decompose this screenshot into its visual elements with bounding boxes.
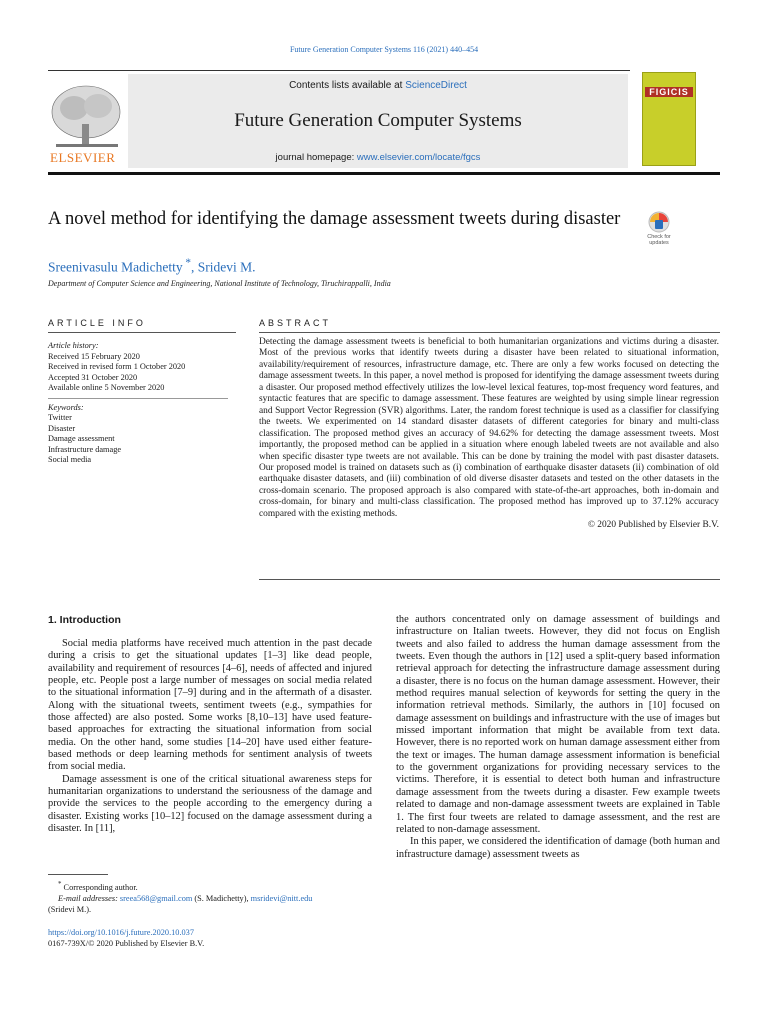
paragraph: Social media platforms have received much attention in the past decade during a crisis to get the situational updates [1–3] like dead people, availability and requirement of resources [4–6], needs of affected and injured people, etc. People post a large number of messages on social media related to the situational information [7–9] during and in the aftermath of a disaster. Along with the situational tweets, sentiment tweets (e.g., sympathies for those affected) are also posted. Some works [8,10–13] have used feature-based approaches for extracting the situational information from social media. On the other hand, some studies [14–20] have used either feature-based methods or deep learning methods for sentiment analysis of tweets from social media. <box>48 638 372 773</box>
journal-masthead <box>48 70 720 174</box>
paragraph: Damage assessment is one of the critical situational awareness steps for humanitarian organizations to understand the seriousness of the damage and provide the services to the people according to the emergency during a disaster. Existing works [10–12] focused on the damage assessment during a disaster. In [11], <box>48 773 372 835</box>
history-item: Received 15 February 2020 <box>48 351 140 361</box>
history-item: Accepted 31 October 2020 <box>48 372 138 382</box>
homepage-line: journal homepage: www.elsevier.com/locate/fgcs <box>275 152 481 163</box>
keyword-item: Infrastructure damage <box>48 444 122 454</box>
abstract-bottom-rule <box>259 579 720 580</box>
keyword-item: Social media <box>48 455 92 464</box>
sciencedirect-link[interactable]: ScienceDirect <box>405 80 467 91</box>
paragraph: the authors concentrated only on damage assessment of buildings and infrastructure on Italian tweets. However, they did not focus on English tweets and also failed to address the human damage assessment from the tweets. Even though the authors in [12] used a split-query based information retrieval approach for detecting the infrastructure damage assessment during a disaster, there is no focus on the human damage assessment. However, their method requires manual selection of keywords for setting the query in the information retrieval methods. Similarly, the authors in [10] focused on damage assessment on buildings and infrastructure with the use of images but missed important information that might be available from text data. However, there is no reported work on human damage assessment either from the text or images. The human damage assessment information is beneficial to the government organizations for providing necessary services to the victims. Therefore, it is essential to detect both human and infrastructure damage assessment from the tweets during a disaster. Few example tweets related to damage and non-damage assessment tweets are explained in Table 1. The first four tweets are related to damage assessment, and the rest are related to non-damage assessment. <box>396 614 720 835</box>
author-list[interactable]: Sreenivasulu Madichetty *, Sridevi M. <box>48 257 256 275</box>
abstract-heading: ABSTRACT <box>259 318 332 328</box>
journal-cover-thumbnail[interactable] <box>642 72 696 166</box>
issn-line: 0167-739X/© 2020 Published by Elsevier B.V. <box>48 939 205 948</box>
email-link[interactable]: sreea568@gmail.com <box>119 893 193 903</box>
article-info-heading: ARTICLE INFO <box>48 318 146 328</box>
masthead-bottom-rule <box>48 172 720 175</box>
check-for-updates-button[interactable] <box>641 210 677 250</box>
section-heading-introduction: 1. Introduction <box>48 614 121 626</box>
doi-link[interactable]: https://doi.org/10.1016/j.future.2020.10.037 <box>48 928 194 937</box>
journal-citation[interactable]: Future Generation Computer Systems 116 (2021) 440–454 <box>289 45 479 54</box>
cover-title: FIGICIS <box>645 87 693 97</box>
affiliation: Department of Computer Science and Engineering, National Institute of Technology, Tiruchirappalli, India <box>48 279 391 288</box>
page-footer <box>48 927 204 949</box>
footnote: * Corresponding author. E-mail addresses: sreea568@gmail.com (S. Madichetty), msridevi@nitt.edu (Sridevi M.). <box>48 879 378 915</box>
corresponding-note: Corresponding author. <box>63 882 138 892</box>
email-link[interactable]: msridevi@nitt.edu <box>250 893 313 903</box>
history-item: Available online 5 November 2020 <box>48 383 165 392</box>
crossmark-label: Check for updates <box>647 234 671 246</box>
keywords-label: Keywords: <box>48 402 84 412</box>
publisher-logo-text: ELSEVIER <box>50 150 116 165</box>
keyword-item: Disaster <box>48 423 76 433</box>
abstract-rule <box>259 332 720 333</box>
article-info-rule <box>48 332 236 333</box>
contents-line: Contents lists available at ScienceDirect <box>289 80 467 91</box>
homepage-link[interactable]: www.elsevier.com/locate/fgcs <box>356 152 481 163</box>
crossmark-icon <box>641 210 677 234</box>
history-item: Received in revised form 1 October 2020 <box>48 362 186 371</box>
info-divider <box>48 398 228 400</box>
article-info <box>48 341 228 466</box>
article-title: A novel method for identifying the damage assessment tweets during disaster <box>48 209 621 229</box>
abstract-body <box>259 337 719 532</box>
keyword-item: Twitter <box>48 413 72 422</box>
abstract-copyright: © 2020 Published by Elsevier B.V. <box>587 520 719 531</box>
journal-name: Future Generation Computer Systems <box>234 110 522 131</box>
masthead-box <box>128 74 628 168</box>
masthead-top-rule <box>48 70 630 71</box>
history-label: Article history: <box>48 341 99 350</box>
abstract-text: Detecting the damage assessment tweets is beneficial to both humanitarian organizations and victims during a disaster. Most of the previous works that identify tweets during a disaster have been related to situational information, availability/requirement of resources, infrastructure damage, etc. There are only a few works focused on detecting the damage assessment tweets. In this paper, a novel method is proposed for identifying the damage assessment tweets during a disaster. Our proposed method effectively utilizes the low-level lexical features, top-most frequency word features, and syntactic features that are specific to damage assessment. These features are weighted by using simple linear regression and Support Vector Regression (SVR) algorithms. Later, the random forest technique is used as a classifier for classifying the tweets. We experimented on 14 standard disaster datasets of different categories for binary and multi-class classification. The proposed method gives an accuracy of 94.62% for detecting the damage assessment tweets. Most importantly, the proposed method can be applied in a situation where enough labeled tweets are not available and also when specific disaster type tweets are not available. This can be done by training the model with past disaster datasets. Our proposed model is trained on datasets such as (i) combination of earthquake disaster datasets (ii) combination of old earthquake disaster datasets, and (iii) combination of old diverse disaster datasets and tested on the other datasets in the cross-domain scenario. The proposed approach is also compared with state-of-the-art approaches, both in-domain and cross-domain, for binary and multi-class classification. The proposed method has improved up to 37.12% accuracy compared with the existing methods. <box>259 337 719 519</box>
body-column-right <box>396 614 720 861</box>
body-column-left <box>48 638 372 836</box>
footnote-name: (Sridevi M.). <box>48 904 92 914</box>
paragraph: In this paper, we considered the identification of damage (both human and infrastructure damage) assessment tweets as <box>396 836 720 860</box>
footnote-rule <box>48 874 108 875</box>
keyword-item: Damage assessment <box>48 434 115 443</box>
